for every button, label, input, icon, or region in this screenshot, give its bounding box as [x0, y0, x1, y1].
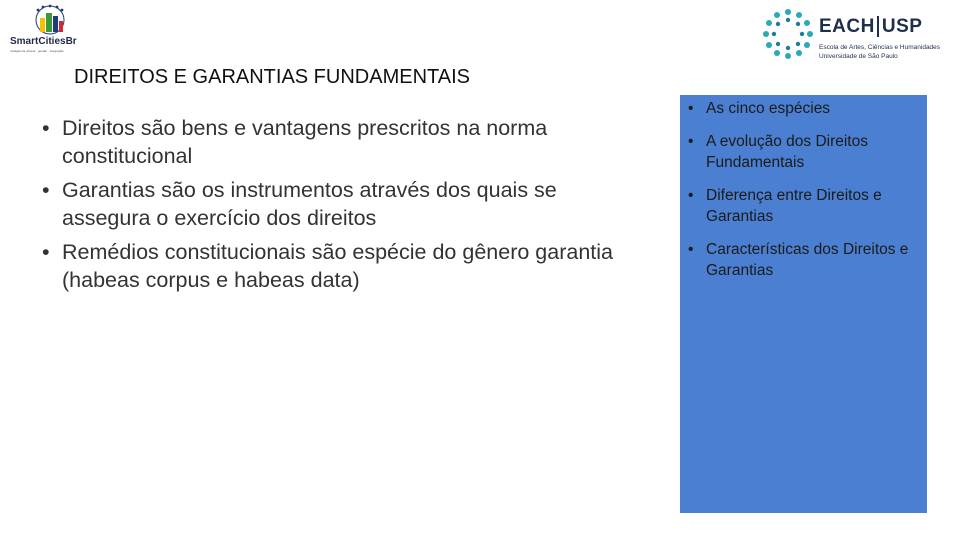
topic-text: Diferença entre Direitos e Garantias: [706, 187, 882, 225]
each-ring-icon: [762, 8, 814, 60]
topic-text: As cinco espécies: [706, 100, 831, 117]
topic-item: [686, 185, 924, 227]
bullet-icon: •: [688, 187, 694, 204]
city-skyline-icon: [10, 4, 94, 36]
smartcitiesbr-wordmark: SmartCitiesBr: [10, 36, 77, 47]
topics-list: [686, 98, 924, 293]
smartcitiesbr-tagline: Inteligência urbana · gestão · integração: [10, 49, 64, 53]
bullet-item: [42, 114, 632, 170]
bullet-text: Garantias são os instrumentos através dos quais se assegura o exercício dos direitos: [62, 178, 557, 230]
bullet-icon: •: [42, 116, 50, 140]
bullet-text: Remédios constitucionais são espécie do gênero garantia (habeas corpus e habeas data): [62, 240, 613, 292]
topic-item: [686, 239, 924, 281]
smartcitiesbr-logo: [10, 4, 94, 52]
bullet-icon: •: [42, 240, 50, 264]
bullet-item: [42, 238, 632, 294]
topic-text: A evolução dos Direitos Fundamentais: [706, 133, 868, 171]
bullet-icon: •: [688, 133, 694, 150]
bullet-icon: •: [42, 178, 50, 202]
bullet-item: [42, 176, 632, 232]
each-university-name: Universidade de São Paulo: [819, 53, 898, 60]
each-usp-wordmark: [819, 16, 922, 38]
slide-title: DIREITOS E GARANTIAS FUNDAMENTAIS: [74, 66, 470, 88]
bullet-icon: •: [688, 100, 694, 117]
bullet-icon: •: [688, 241, 694, 258]
each-usp-logo: [762, 8, 941, 64]
each-school-name: Escola de Artes, Ciências e Humanidades: [819, 44, 941, 51]
topic-text: Características dos Direitos e Garantias: [706, 241, 909, 279]
topic-item: [686, 131, 924, 173]
main-bullet-list: [42, 114, 632, 300]
bullet-text: Direitos são bens e vantagens prescritos na norma constitucional: [62, 116, 548, 168]
each-label: EACH: [819, 16, 875, 37]
topic-item: [686, 98, 924, 119]
usp-label: USP: [877, 16, 923, 37]
